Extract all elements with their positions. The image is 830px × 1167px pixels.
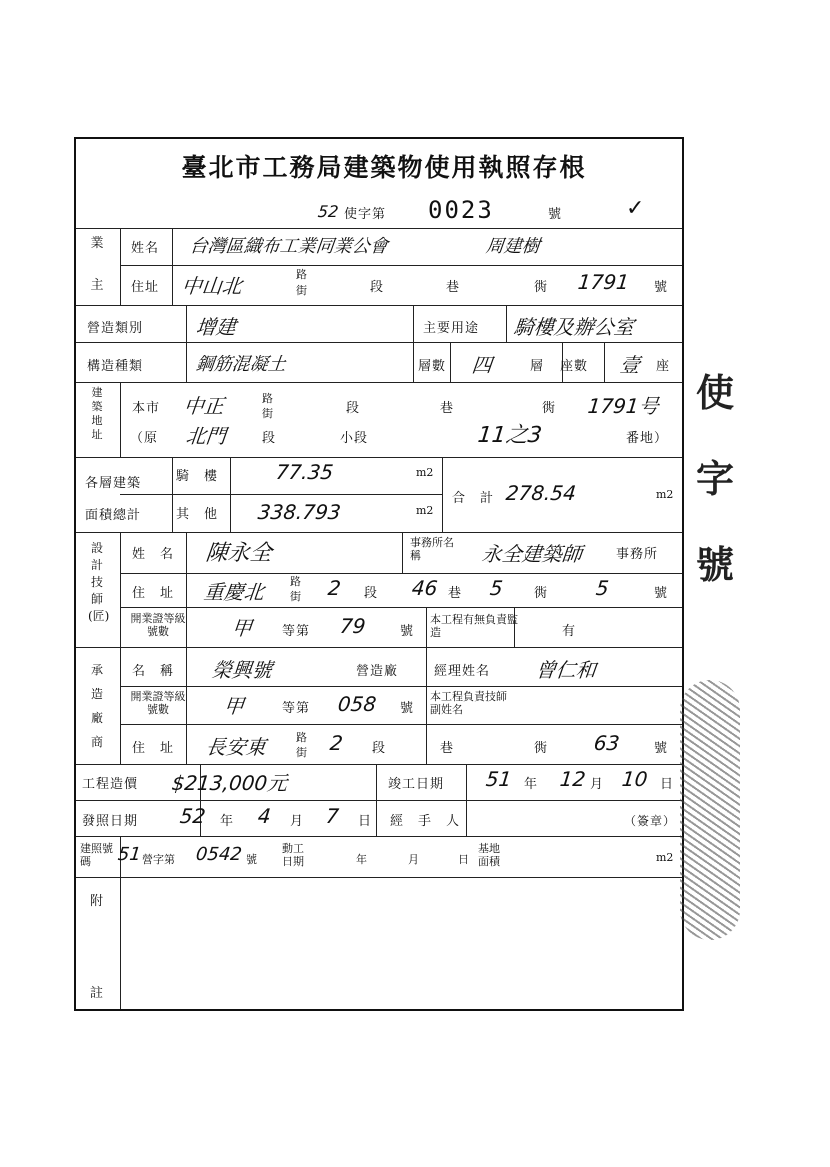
- owner-road-label: 路: [296, 268, 307, 281]
- designer-address-label: 住 址: [132, 586, 175, 601]
- other-unit: m2: [416, 504, 434, 517]
- completion-month: 12: [558, 767, 587, 791]
- issue-label: 發照日期: [82, 814, 139, 829]
- build-permit-prefix: 51: [116, 844, 143, 865]
- total-unit: m2: [656, 488, 674, 501]
- contractor-section-label: 承造廠商: [90, 663, 103, 749]
- ba-street-label: 街: [262, 407, 273, 420]
- floors-label: 層數: [418, 359, 447, 374]
- contractor-license-grade: 甲: [222, 694, 246, 718]
- designer-lane-value: 46: [410, 576, 439, 600]
- tech-label: 本工程負責技師副姓名: [430, 690, 507, 716]
- owner-name-value: 台灣區織布工業同業公會: [188, 236, 389, 257]
- remarks-label-top: 附: [90, 894, 105, 909]
- designer-section-unit: 段: [364, 586, 379, 601]
- blocks-value: 壹: [618, 353, 642, 377]
- land-section-unit: 段: [262, 431, 277, 446]
- owner-section-label-1: 業: [90, 236, 104, 251]
- build-permit-number-unit: 號: [246, 853, 257, 866]
- contractor-license-label: 開業證等級號數: [130, 690, 186, 716]
- designer-number-unit: 號: [654, 586, 669, 601]
- start-day-unit: 日: [458, 853, 469, 866]
- completion-day: 10: [620, 767, 649, 791]
- contractor-street-label: 街: [296, 746, 307, 759]
- city-label: 本市: [132, 401, 161, 416]
- main-use-label: 主要用途: [423, 321, 480, 336]
- completion-month-unit: 月: [590, 777, 605, 792]
- ba-number-value: 1791号: [586, 394, 661, 418]
- other-label: 其 他: [176, 507, 219, 522]
- permit-suffix: 號: [548, 207, 563, 222]
- contractor-section-value: 2: [328, 731, 344, 755]
- completion-label: 竣工日期: [388, 777, 445, 792]
- owner-number-unit: 號: [654, 280, 669, 295]
- build-permit-word: 營字第: [142, 853, 175, 866]
- arcade-value: 77.35: [274, 460, 335, 484]
- district-value: 中正: [182, 394, 226, 418]
- contractor-name-value: 榮興號: [210, 658, 274, 682]
- issue-year-unit: 年: [220, 814, 235, 829]
- building-address-label: 建築地址: [91, 386, 103, 441]
- blocks-label: 座數: [560, 359, 589, 374]
- designer-section-value: 2: [326, 576, 342, 600]
- seal-stamp: [680, 680, 740, 940]
- contractor-alley-unit: 衖: [534, 741, 549, 756]
- contractor-address-road: 長安東: [204, 735, 268, 759]
- floors-value: 四: [470, 353, 494, 377]
- remarks-label-bottom: 註: [90, 986, 105, 1001]
- land-number-value: 11之3: [476, 423, 544, 448]
- designer-name-label: 姓 名: [132, 547, 175, 562]
- ba-section-unit: 段: [346, 401, 361, 416]
- owner-address-road: 中山北: [180, 274, 244, 298]
- issue-year: 52: [178, 804, 207, 828]
- designer-road-label: 路: [290, 575, 301, 588]
- contractor-name-suffix: 營造廠: [356, 664, 399, 679]
- designer-license-number: 79: [338, 614, 367, 638]
- owner-section-label-2: 主: [90, 278, 104, 293]
- start-year-unit: 年: [356, 853, 367, 866]
- manager-label: 經理姓名: [434, 664, 491, 679]
- owner-name-label: 姓名: [131, 241, 160, 256]
- handler-label: 經 手 人: [390, 814, 461, 829]
- supervision-label: 本工程有無負責監造: [430, 613, 518, 639]
- start-date-label: 動工日期: [282, 842, 304, 868]
- floor-area-label-a: 各層建築: [85, 476, 142, 491]
- arcade-unit: m2: [416, 466, 434, 479]
- issue-month: 4: [256, 804, 272, 828]
- total-label: 合 計: [452, 491, 495, 506]
- owner-address-label: 住址: [131, 280, 160, 295]
- completion-year: 51: [484, 767, 513, 791]
- designer-section-label: 設計技師(匠): [88, 541, 110, 623]
- construction-type-value: 增建: [194, 315, 238, 339]
- designer-license-label: 開業證等級號數: [130, 612, 186, 638]
- office-unit: 事務所: [616, 547, 659, 562]
- contractor-number-unit: 號: [654, 741, 669, 756]
- designer-license-grade-unit: 等第: [282, 624, 311, 639]
- owner-name-rep: 周建樹: [484, 236, 541, 257]
- land-subsection-unit: 小段: [340, 431, 369, 446]
- land-open: （原: [130, 431, 159, 446]
- ba-lane-unit: 巷: [440, 401, 455, 416]
- office-label: 事務所名稱: [410, 536, 454, 562]
- designer-lane-unit: 巷: [448, 586, 463, 601]
- contractor-name-label: 名 稱: [132, 664, 175, 679]
- designer-address-road: 重慶北: [202, 580, 266, 604]
- issue-day-unit: 日: [358, 814, 373, 829]
- form-title: 臺北市工務局建築物使用執照存根: [181, 153, 587, 182]
- seal-label: （簽章）: [624, 814, 677, 828]
- contractor-license-number-unit: 號: [400, 701, 415, 716]
- site-area-unit: m2: [656, 851, 674, 864]
- designer-alley-unit: 衖: [534, 586, 549, 601]
- cost-value: $213,000元: [170, 771, 289, 795]
- completion-day-unit: 日: [660, 777, 675, 792]
- designer-license-number-unit: 號: [400, 624, 415, 639]
- ba-road-label: 路: [262, 392, 273, 405]
- permit-prefix: 使字第: [344, 207, 387, 222]
- owner-section-unit: 段: [370, 280, 385, 295]
- contractor-lane-unit: 巷: [440, 741, 455, 756]
- arcade-label: 騎 樓: [176, 469, 219, 484]
- owner-lane-unit: 巷: [446, 280, 461, 295]
- land-section-value: 北門: [184, 424, 228, 448]
- build-permit-number: 0542: [194, 844, 243, 865]
- main-use-value: 騎樓及辦公室: [512, 315, 636, 339]
- contractor-section-unit: 段: [372, 741, 387, 756]
- structure-value: 鋼筋混凝土: [194, 354, 287, 375]
- owner-street-label: 街: [296, 284, 307, 297]
- other-value: 338.793: [256, 500, 342, 524]
- floors-unit: 層: [530, 359, 545, 374]
- cost-label: 工程造價: [82, 777, 139, 792]
- designer-name-value: 陳永全: [204, 541, 274, 566]
- start-month-unit: 月: [408, 853, 419, 866]
- ba-alley-unit: 衖: [542, 401, 557, 416]
- owner-number-value: 1791: [576, 270, 631, 294]
- build-permit-label: 建照號碼: [80, 842, 113, 868]
- supervision-value: 有: [562, 624, 577, 639]
- structure-label: 構造種類: [87, 359, 144, 374]
- designer-alley-value: 5: [488, 576, 504, 600]
- total-value: 278.54: [504, 481, 578, 505]
- manager-value: 曾仁和: [534, 658, 598, 682]
- permit-year: 52: [317, 202, 340, 221]
- designer-license-grade: 甲: [230, 616, 254, 640]
- land-number-unit: 番地）: [626, 431, 669, 446]
- issue-month-unit: 月: [290, 814, 305, 829]
- contractor-license-grade-unit: 等第: [282, 701, 311, 716]
- designer-street-label: 街: [290, 590, 301, 603]
- completion-year-unit: 年: [524, 777, 539, 792]
- contractor-road-label: 路: [296, 731, 307, 744]
- check-mark: ✓: [626, 196, 645, 221]
- permit-number: 0023: [428, 196, 494, 224]
- contractor-license-number: 058: [336, 692, 378, 716]
- side-text: 使字號: [696, 370, 735, 587]
- permit-form: [74, 137, 684, 1011]
- designer-number-value: 5: [594, 576, 610, 600]
- office-value: 永全建築師: [480, 542, 584, 566]
- site-area-label: 基地面積: [478, 842, 500, 868]
- contractor-number-value: 63: [592, 731, 621, 755]
- owner-alley-unit: 衖: [534, 280, 549, 295]
- floor-area-label-b: 面積總計: [85, 508, 142, 523]
- issue-day: 7: [324, 804, 340, 828]
- construction-type-label: 營造類別: [87, 321, 144, 336]
- contractor-address-label: 住 址: [132, 741, 175, 756]
- blocks-unit: 座: [656, 359, 671, 374]
